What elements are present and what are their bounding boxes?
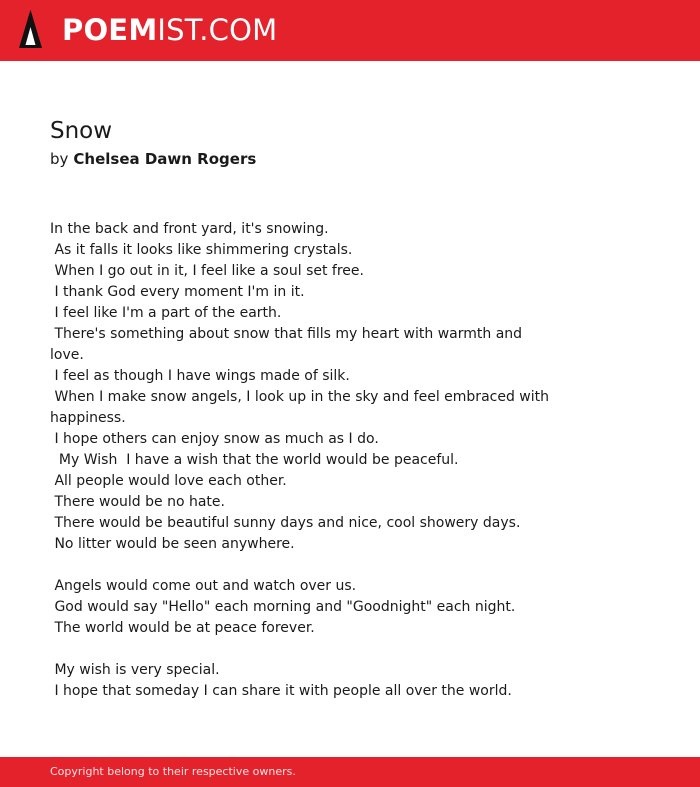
poem-line: There's something about snow that fills my heart with warmth and love. [50,326,527,363]
poem-line: Angels would come out and watch over us. [50,578,357,594]
poem-line: My wish is very special. [50,662,220,678]
byline [50,150,256,168]
poem-line: There would be beautiful sunny days and nice, cool showery days. [50,515,521,531]
logo-text-light: IST.COM [157,13,278,47]
author-name: Chelsea Dawn Rogers [73,150,257,168]
poem-line: When I go out in it, I feel like a soul set free. [50,263,364,279]
by-label: by [50,150,69,168]
poem-line: I feel as though I have wings made of silk. [50,368,350,384]
logo-text-bold: POEM [62,13,158,47]
poem-line: In the back and front yard, it's snowing. [50,221,329,237]
site-logo[interactable] [62,13,277,47]
poem-title: Snow [50,118,113,144]
poem-line: No litter would be seen anywhere. [50,536,295,552]
poem-line: The world would be at peace forever. [50,620,315,636]
site-header [0,0,700,61]
pencil-tip-icon[interactable] [18,10,43,50]
poem-line: I feel like I'm a part of the earth. [50,305,282,321]
poem-line: There would be no hate. [50,494,225,510]
poem-line: As it falls it looks like shimmering crystals. [50,242,353,258]
poem-line: God would say "Hello" each morning and "Goodnight" each night. [50,599,516,615]
poem-line [50,639,560,660]
poem-line: I hope that someday I can share it with people all over the world. [50,683,512,699]
poem-line: When I make snow angels, I look up in the sky and feel embraced with happiness. [50,389,554,426]
copyright-text: Copyright belong to their respective owners. [50,765,296,778]
site-footer [0,757,700,787]
poem-line [50,555,560,576]
poem-line: I thank God every moment I'm in it. [50,284,305,300]
poem-line: I hope others can enjoy snow as much as I do. [50,431,379,447]
poem-line: All people would love each other. [50,473,287,489]
poem-line: My Wish I have a wish that the world would be peaceful. [50,452,459,468]
poem-body [50,219,560,702]
